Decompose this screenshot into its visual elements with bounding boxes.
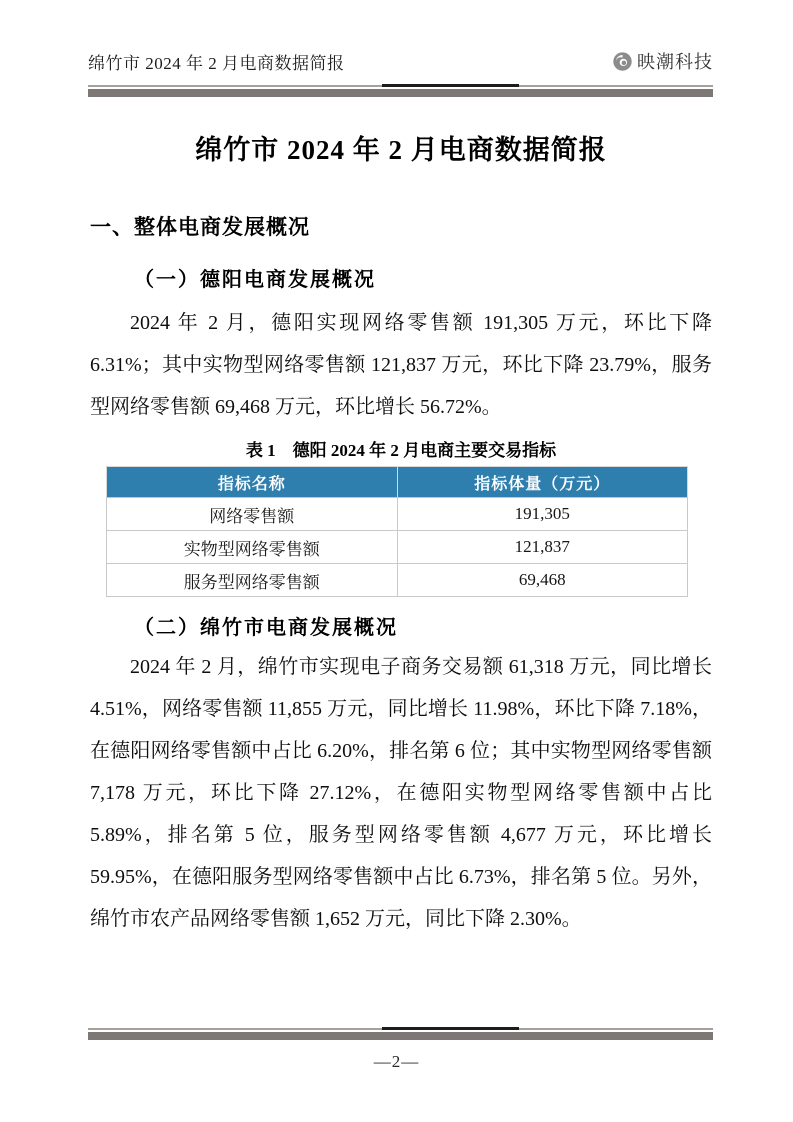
section-heading-overview: 一、整体电商发展概况 — [90, 216, 310, 239]
footer-rule-dark-segment — [382, 1027, 520, 1030]
page-title: 绵竹市 2024 年 2 月电商数据简报 — [195, 135, 607, 165]
paragraph-deyang: 2024 年 2 月，德阳实现网络零售额 191,305 万元，环比下降 6.31%；其中实物型网络零售额 121,837 万元，环比下降 23.79%，服务型网络零售额 69,468 万元，环比增长 56.72%。 — [90, 312, 712, 418]
table-header-row — [107, 467, 688, 498]
header-document-title: 绵竹市 2024 年 2 月电商数据简报 — [88, 53, 345, 73]
subsection-heading-deyang: （一）德阳电商发展概况 — [134, 269, 376, 291]
footer-rule-thin-line — [88, 1028, 713, 1030]
table-row — [107, 564, 688, 597]
indicator-table — [106, 466, 688, 597]
table-cell-value: 69,468 — [397, 564, 688, 597]
paragraph-mianzhu: 2024 年 2 月，绵竹市实现电子商务交易额 61,318 万元，同比增长 4.51%，网络零售额 11,855 万元，同比增长 11.98%，环比下降 7.18%，在德阳网络零售额中占比 6.20%，排名第 6 位；其中实物型网络零售额 7,178 万元，环比下降 27.12%，在德阳实物型网络零售额中占比 5.89%，排名第 5 位，服务型网络零售额 4,677 万元，环比增长 59.95%，在德阳服务型网络零售额中占比 6.73%，排名第 5 位。另外，绵竹市农产品网络零售额 1,652 万元，同比下降 2.30%。 — [90, 656, 712, 930]
table-cell-name: 服务型网络零售额 — [107, 564, 398, 597]
footer-rule — [88, 1028, 713, 1040]
table-row — [107, 531, 688, 564]
table-header-cell-indicator-name: 指标名称 — [107, 467, 398, 498]
table-header-cell-indicator-volume: 指标体量（万元） — [397, 467, 688, 498]
table-row — [107, 498, 688, 531]
table-caption: 表 1 德阳 2024 年 2 月电商主要交易指标 — [245, 441, 557, 460]
page-number: —2— — [373, 1052, 420, 1071]
table-cell-name: 实物型网络零售额 — [107, 531, 398, 564]
document-body — [90, 0, 712, 940]
brand-name: 映潮科技 — [637, 52, 713, 72]
table-cell-name: 网络零售额 — [107, 498, 398, 531]
table-cell-value: 191,305 — [397, 498, 688, 531]
footer-rule-thick-bar — [88, 1032, 713, 1040]
table-cell-value: 121,837 — [397, 531, 688, 564]
subsection-heading-mianzhu: （二）绵竹市电商发展概况 — [134, 617, 398, 639]
